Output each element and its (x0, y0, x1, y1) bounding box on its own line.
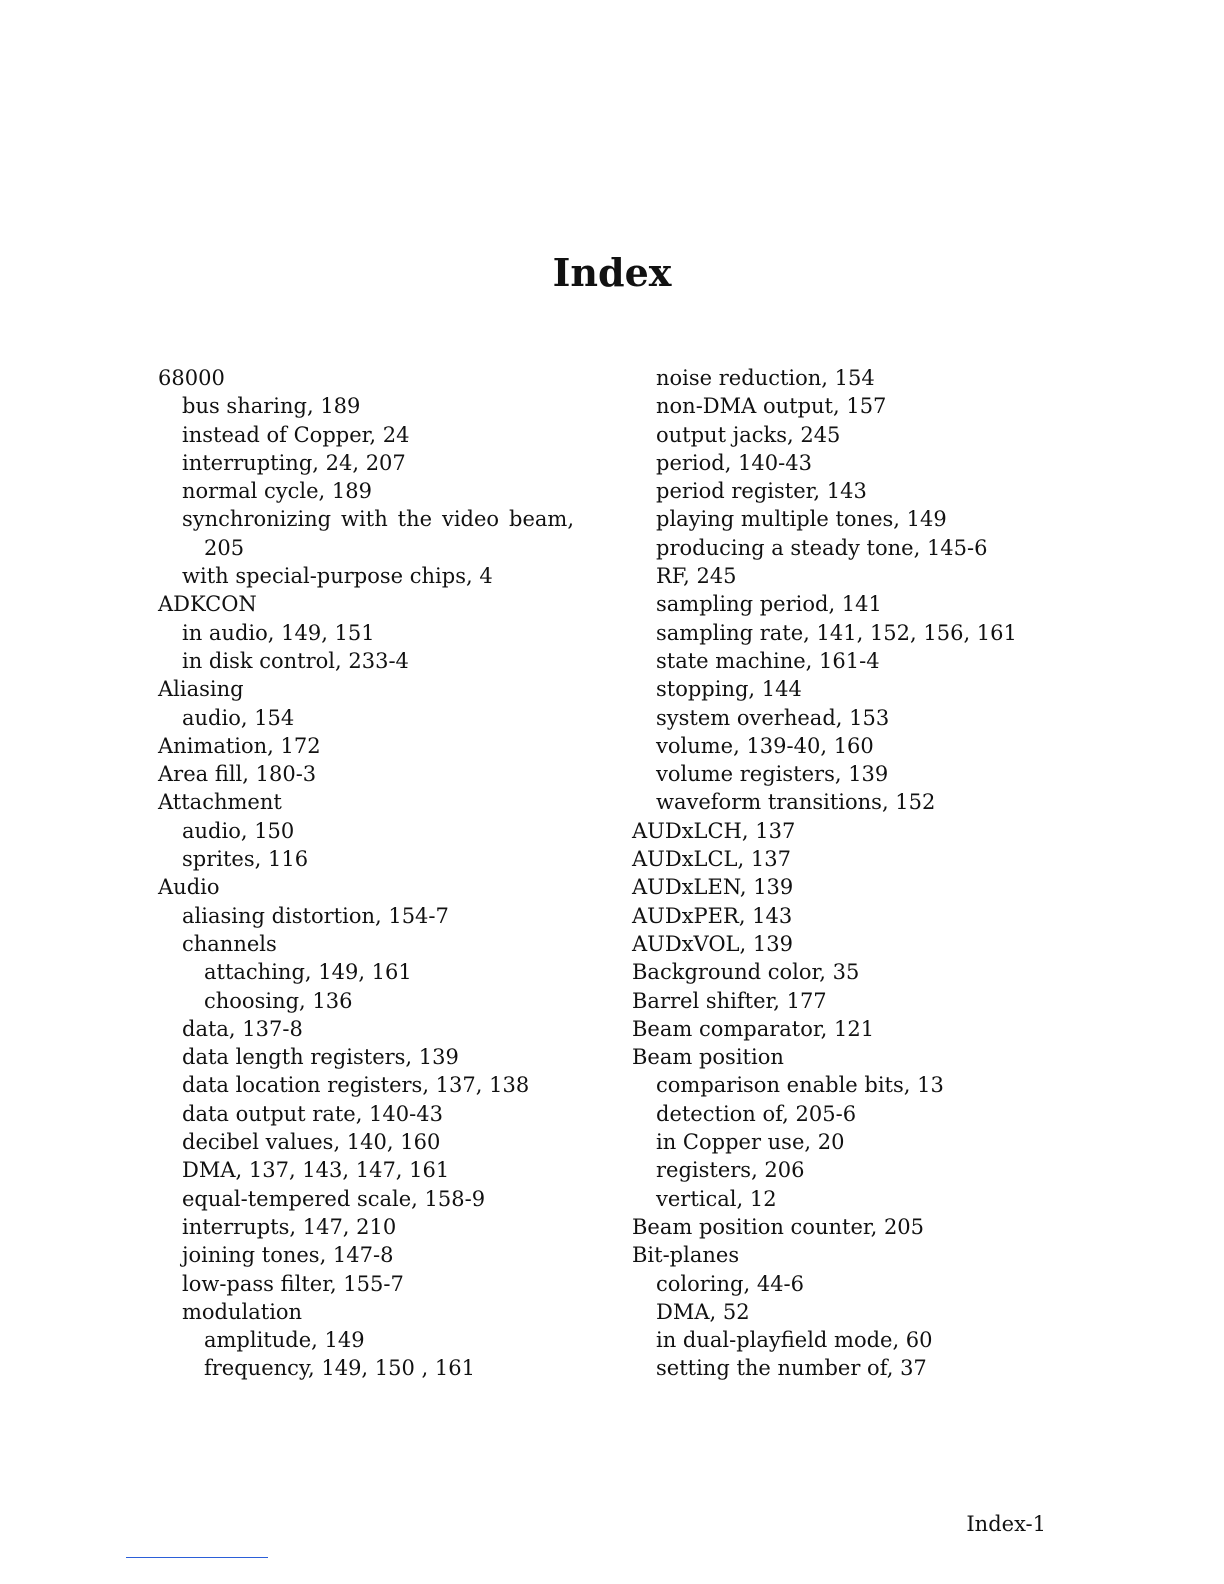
index-subentry: equal-tempered scale, 158-9 (182, 1186, 486, 1211)
index-subentry: sprites, 116 (182, 847, 309, 872)
index-heading: ADKCON (158, 592, 257, 617)
index-subentry: modulation (182, 1299, 303, 1324)
index-subentry: detection of, 205-6 (656, 1101, 857, 1126)
index-subentry: data, 137-8 (182, 1016, 303, 1041)
index-subentry: in disk control, 233-4 (182, 648, 409, 673)
index-subentry: amplitude, 149 (204, 1328, 365, 1353)
index-subentry: joining tones, 147-8 (182, 1243, 394, 1268)
index-column-left (158, 364, 608, 1383)
index-subentry: state machine, 161-4 (656, 648, 880, 673)
index-subentry: low-pass filter, 155-7 (182, 1271, 404, 1296)
index-subentry: frequency, 149, 150 , 161 (204, 1356, 475, 1381)
index-subentry: attaching, 149, 161 (204, 960, 412, 985)
index-subentry: in audio, 149, 151 (182, 620, 375, 645)
index-heading: AUDxLCH, 137 (632, 818, 796, 843)
index-subentry: in Copper use, 20 (656, 1130, 845, 1155)
index-subentry: comparison enable bits, 13 (656, 1073, 944, 1098)
page-title: Index (552, 250, 672, 295)
index-subentry: instead of Copper, 24 (182, 422, 410, 447)
index-subentry: normal cycle, 189 (182, 479, 372, 504)
index-subentry: period, 140-43 (656, 450, 812, 475)
index-subentry: 205 (204, 535, 245, 560)
index-subentry: data location registers, 137, 138 (182, 1073, 530, 1098)
index-subentry: non-DMA output, 157 (656, 394, 887, 419)
index-heading: 68000 (158, 366, 225, 390)
index-heading: AUDxLEN, 139 (632, 875, 794, 900)
index-subentry: system overhead, 153 (656, 705, 890, 730)
index-subentry: data length registers, 139 (182, 1045, 459, 1070)
index-subentry: in dual-playfield mode, 60 (656, 1328, 933, 1353)
page-footer-number: Index-1 (966, 1512, 1046, 1536)
index-heading: Aliasing (158, 677, 244, 702)
index-heading: Background color, 35 (632, 960, 860, 985)
index-heading: Barrel shifter, 177 (632, 988, 827, 1013)
index-heading: AUDxPER, 143 (632, 903, 793, 928)
index-subentry: coloring, 44-6 (656, 1271, 805, 1296)
index-subentry: producing a steady tone, 145-6 (656, 535, 988, 560)
index-heading: Area fill, 180-3 (158, 762, 317, 787)
index-subentry: waveform transitions, 152 (656, 790, 936, 815)
index-subentry: interrupting, 24, 207 (182, 450, 406, 475)
index-heading: AUDxVOL, 139 (632, 931, 793, 956)
index-subentry: interrupts, 147, 210 (182, 1214, 397, 1239)
index-heading: Audio (158, 875, 220, 900)
index-subentry: DMA, 137, 143, 147, 161 (182, 1158, 450, 1183)
index-subentry: sampling period, 141 (656, 592, 882, 617)
index-subentry: decibel values, 140, 160 (182, 1130, 441, 1155)
index-subentry: RF, 245 (656, 564, 737, 589)
index-subentry: playing multiple tones, 149 (656, 507, 947, 532)
index-subentry: channels (182, 931, 277, 956)
index-subentry: with special-purpose chips, 4 (182, 564, 493, 589)
index-heading: Beam position (632, 1045, 784, 1070)
index-heading: Attachment (158, 790, 282, 815)
index-subentry: setting the number of, 37 (656, 1356, 927, 1381)
index-subentry: aliasing distortion, 154-7 (182, 903, 449, 928)
index-heading: Animation, 172 (158, 733, 321, 758)
index-subentry: sampling rate, 141, 152, 156, 161 (656, 620, 1017, 645)
index-subentry: bus sharing, 189 (182, 394, 361, 419)
index-heading: Beam comparator, 121 (632, 1016, 875, 1041)
index-subentry: period register, 143 (656, 479, 867, 504)
index-subentry: DMA, 52 (656, 1299, 750, 1324)
divider-line (126, 1557, 268, 1558)
index-subentry: data output rate, 140-43 (182, 1101, 443, 1126)
index-heading: Bit-planes (632, 1243, 740, 1268)
index-heading: AUDxLCL, 137 (632, 847, 791, 872)
index-subentry: output jacks, 245 (656, 422, 841, 447)
index-column-right (632, 364, 1082, 1383)
index-subentry: audio, 154 (182, 705, 295, 730)
index-subentry: noise reduction, 154 (656, 366, 875, 390)
index-subentry: audio, 150 (182, 818, 295, 843)
index-subentry: synchronizing with the video beam, (182, 507, 574, 532)
index-subentry: volume, 139-40, 160 (656, 733, 874, 758)
index-subentry: vertical, 12 (656, 1186, 777, 1211)
index-heading: Beam position counter, 205 (632, 1214, 925, 1239)
index-subentry: registers, 206 (656, 1158, 805, 1183)
index-subentry: choosing, 136 (204, 988, 353, 1013)
index-subentry: volume registers, 139 (656, 762, 889, 787)
index-subentry: stopping, 144 (656, 677, 802, 702)
